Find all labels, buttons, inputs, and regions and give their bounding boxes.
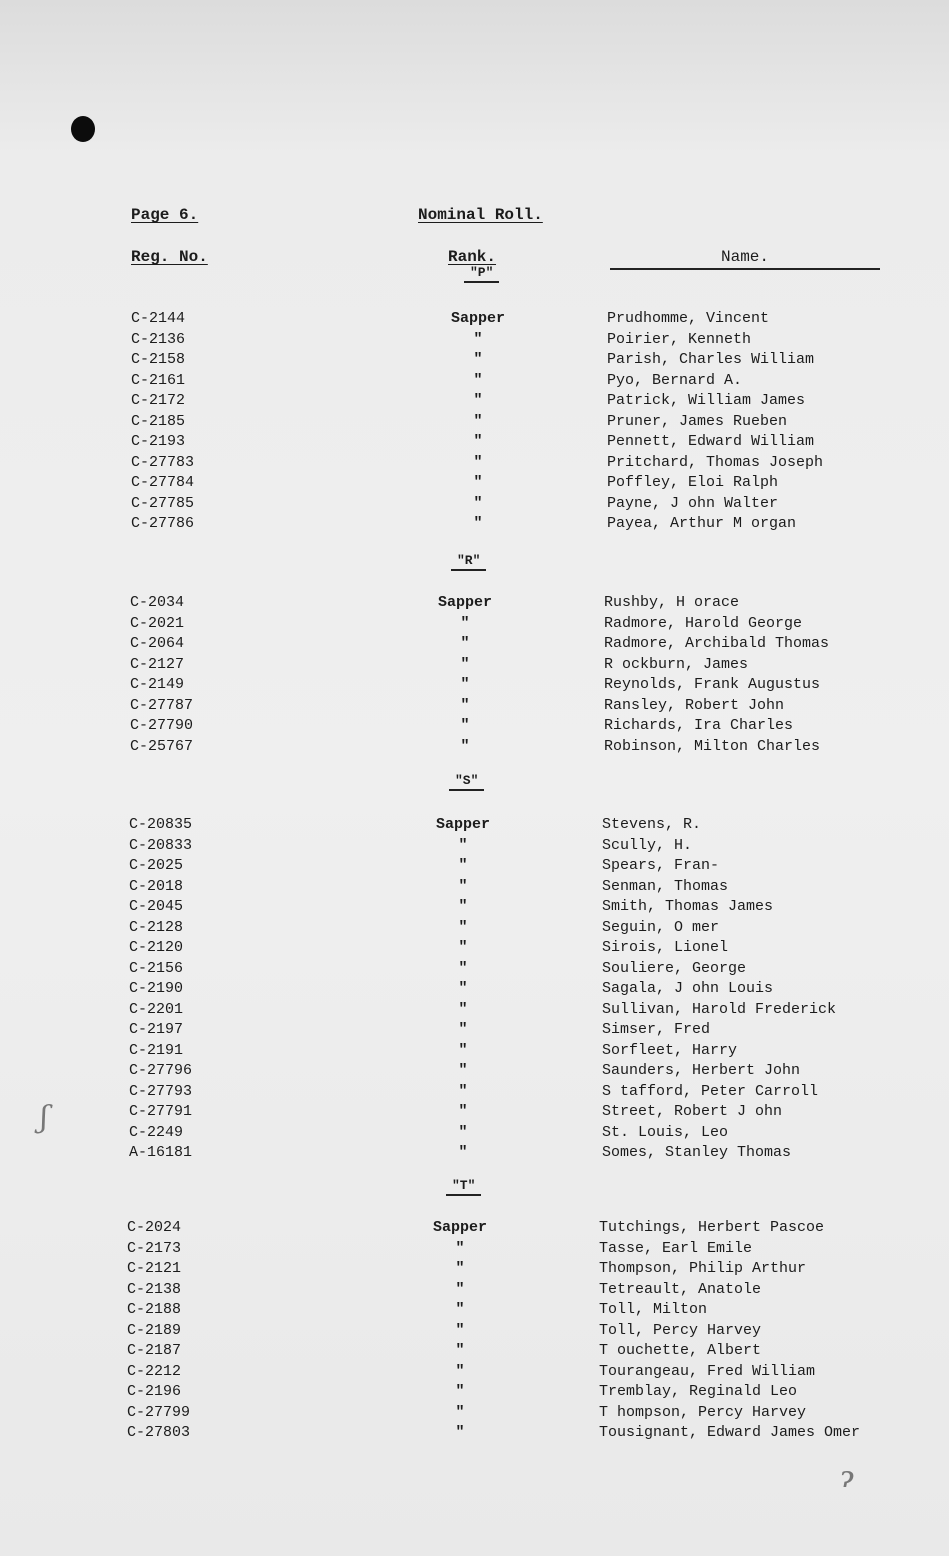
reg-no: C-27791 <box>129 1103 193 1120</box>
rank-ditto-mark: " <box>458 939 468 956</box>
soldier-name: T ouchette, Albert <box>599 1342 762 1359</box>
roll-entry <box>129 816 940 836</box>
rank-ditto-mark: " <box>473 474 483 491</box>
roll-entry <box>129 919 940 939</box>
roll-entry <box>130 615 940 635</box>
soldier-name: Pruner, James Rueben <box>607 412 788 430</box>
soldier-name: Patrick, William James <box>607 392 806 409</box>
reg-no: C-2018 <box>129 877 184 895</box>
soldier-name: Sagala, J ohn Louis <box>602 980 774 997</box>
rank-ditto-mark: " <box>455 1403 465 1421</box>
soldier-name: Pritchard, Thomas Joseph <box>607 453 824 471</box>
rank-ditto-mark: " <box>458 898 468 915</box>
roll-entry <box>131 351 940 371</box>
rank-ditto-mark: " <box>455 1424 465 1441</box>
roll-entry <box>129 1083 940 1103</box>
roll-entry <box>131 474 940 494</box>
roll-entry <box>131 413 940 433</box>
roll-entry <box>130 676 940 696</box>
reg-no: C-27786 <box>131 515 195 532</box>
rank: Sapper <box>435 816 490 833</box>
reg-no: C-2144 <box>131 310 186 327</box>
rank-ditto-mark: " <box>455 1301 465 1318</box>
reg-no: C-27803 <box>127 1424 191 1441</box>
roll-entry <box>129 837 940 857</box>
roll-entry <box>129 960 940 980</box>
soldier-name: Stevens, R. <box>602 816 702 833</box>
handwritten-mark: ʃ <box>40 1100 49 1135</box>
rank-ditto-mark: " <box>473 392 483 409</box>
reg-no: C-2120 <box>129 939 184 956</box>
soldier-name: R ockburn, James <box>604 655 749 673</box>
roll-entry <box>131 495 940 515</box>
soldier-name: Toll, Percy Harvey <box>599 1321 762 1339</box>
reg-no: A-16181 <box>129 1144 193 1161</box>
soldier-name: Sirois, Lionel <box>602 939 729 956</box>
reg-no: C-27790 <box>130 717 194 734</box>
roll-entry <box>129 939 940 959</box>
roll-entry <box>131 515 940 535</box>
reg-no: C-2191 <box>129 1041 184 1059</box>
reg-no: C-2249 <box>129 1123 184 1141</box>
reg-no: C-2127 <box>130 655 185 673</box>
rank-ditto-mark: " <box>458 1041 468 1059</box>
reg-no: C-2158 <box>131 351 186 368</box>
roll-entry <box>129 1144 940 1164</box>
soldier-name: Reynolds, Frank Augustus <box>604 676 821 693</box>
soldier-name: Senman, Thomas <box>602 877 729 895</box>
reg-no: C-2196 <box>127 1383 182 1400</box>
soldier-name: Pennett, Edward William <box>607 433 815 450</box>
rank-ditto-mark: " <box>473 494 483 512</box>
rank-ditto-mark: " <box>458 1000 468 1018</box>
reg-no: C-2187 <box>127 1342 182 1359</box>
rank-ditto-mark: " <box>458 1062 468 1079</box>
reg-no: C-25767 <box>130 737 194 755</box>
roll-entry <box>130 697 940 717</box>
roll-entry <box>130 656 940 676</box>
roll-entry <box>129 1001 940 1021</box>
roll-entry <box>130 738 940 758</box>
roll-entry <box>130 635 940 655</box>
roll-entry <box>129 878 940 898</box>
rank-ditto-mark: " <box>455 1239 465 1257</box>
soldier-name: Rushby, H orace <box>604 594 740 611</box>
reg-no: C-27793 <box>129 1082 193 1100</box>
rank-ditto-mark: " <box>458 1021 468 1038</box>
rank-ditto-mark: " <box>460 696 470 714</box>
reg-no: C-27799 <box>127 1403 191 1421</box>
rank-ditto-mark: " <box>473 371 483 389</box>
soldier-name: St. Louis, Leo <box>602 1123 729 1141</box>
roll-entry <box>129 1062 940 1082</box>
rank-ditto-mark: " <box>458 1103 468 1120</box>
roll-entry <box>129 857 940 877</box>
rank-ditto-mark: " <box>460 717 470 734</box>
rank-ditto-mark: " <box>455 1321 465 1339</box>
rank-ditto-mark: " <box>458 959 468 977</box>
handwritten-mark: ɂ <box>840 1460 854 1495</box>
reg-no: C-2138 <box>127 1280 182 1298</box>
soldier-name: Smith, Thomas James <box>602 898 774 915</box>
reg-no: C-2197 <box>129 1021 184 1038</box>
roll-entry <box>129 1021 940 1041</box>
document-title: Nominal Roll. <box>418 206 543 224</box>
soldier-name: Toll, Milton <box>599 1301 708 1318</box>
reg-no: C-2185 <box>131 412 186 430</box>
reg-no: C-2136 <box>131 330 186 348</box>
section-letter-heading: "P" <box>464 265 499 283</box>
reg-no: C-2024 <box>127 1219 182 1236</box>
rank-ditto-mark: " <box>458 1082 468 1100</box>
section-letter-heading: "R" <box>451 553 486 571</box>
roll-entry <box>131 392 940 412</box>
rank-ditto-mark: " <box>473 515 483 532</box>
roll-entry <box>129 1042 940 1062</box>
rank: Sapper <box>432 1219 487 1236</box>
rank-ditto-mark: " <box>458 857 468 874</box>
reg-no: C-2173 <box>127 1239 182 1257</box>
roll-entry <box>127 1281 940 1301</box>
roll-entry <box>131 331 940 351</box>
soldier-name: Somes, Stanley Thomas <box>602 1144 792 1161</box>
reg-no: C-27787 <box>130 696 194 714</box>
soldier-name: Sorfleet, Harry <box>602 1041 738 1059</box>
section-letter-heading: "T" <box>446 1178 481 1196</box>
rank-ditto-mark: " <box>473 453 483 471</box>
soldier-name: T hompson, Percy Harvey <box>599 1403 807 1421</box>
rank-ditto-mark: " <box>460 655 470 673</box>
column-header-name: Name. <box>610 248 880 270</box>
reg-no: C-2064 <box>130 635 185 652</box>
rank-ditto-mark: " <box>473 351 483 368</box>
roll-entry <box>127 1322 940 1342</box>
reg-no: C-2189 <box>127 1321 182 1339</box>
reg-no: C-20835 <box>129 816 193 833</box>
soldier-name: Tasse, Earl Emile <box>599 1239 753 1257</box>
rank-ditto-mark: " <box>458 918 468 936</box>
rank-ditto-mark: " <box>458 836 468 854</box>
rank-ditto-mark: " <box>455 1260 465 1277</box>
reg-no: C-2190 <box>129 980 184 997</box>
page-label: Page 6. <box>131 206 199 224</box>
reg-no: C-2128 <box>129 918 184 936</box>
column-header-rank: Rank. <box>448 248 497 266</box>
roll-entry <box>131 372 940 392</box>
roll-entry <box>127 1404 940 1424</box>
roll-entry <box>127 1363 940 1383</box>
rank-ditto-mark: " <box>458 877 468 895</box>
soldier-name: Tremblay, Reginald Leo <box>599 1383 798 1400</box>
roll-entry <box>127 1219 940 1239</box>
reg-no: C-2188 <box>127 1301 182 1318</box>
soldier-name: Richards, Ira Charles <box>604 717 794 734</box>
soldier-name: Sullivan, Harold Frederick <box>602 1000 837 1018</box>
reg-no: C-2149 <box>130 676 185 693</box>
rank-ditto-mark: " <box>460 614 470 632</box>
roll-entry <box>127 1301 940 1321</box>
rank-ditto-mark: " <box>455 1362 465 1380</box>
reg-no: C-20833 <box>129 836 193 854</box>
roll-entry <box>131 433 940 453</box>
reg-no: C-27785 <box>131 494 195 512</box>
soldier-name: Tourangeau, Fred William <box>599 1362 816 1380</box>
rank-ditto-mark: " <box>473 412 483 430</box>
reg-no: C-2201 <box>129 1000 184 1018</box>
soldier-name: Saunders, Herbert John <box>602 1062 801 1079</box>
reg-no: C-2212 <box>127 1362 182 1380</box>
soldier-name: Prudhomme, Vincent <box>607 310 770 327</box>
reg-no: C-2034 <box>130 594 185 611</box>
soldier-name: Tutchings, Herbert Pascoe <box>599 1219 825 1236</box>
reg-no: C-2172 <box>131 392 186 409</box>
reg-no: C-2121 <box>127 1260 182 1277</box>
rank-ditto-mark: " <box>460 676 470 693</box>
roll-entry <box>130 717 940 737</box>
soldier-name: Simser, Fred <box>602 1021 711 1038</box>
rank: Sapper <box>450 310 505 327</box>
soldier-name: Thompson, Philip Arthur <box>599 1260 807 1277</box>
rank-ditto-mark: " <box>458 1123 468 1141</box>
rank: Sapper <box>437 594 492 611</box>
roll-entry <box>127 1424 940 1444</box>
soldier-name: S tafford, Peter Carroll <box>602 1082 819 1100</box>
soldier-name: Ransley, Robert John <box>604 696 785 714</box>
roll-entry <box>131 310 940 330</box>
reg-no: C-2156 <box>129 959 184 977</box>
rank-ditto-mark: " <box>458 1144 468 1161</box>
roll-entry <box>130 594 940 614</box>
reg-no: C-2161 <box>131 371 186 389</box>
reg-no: C-2021 <box>130 614 185 632</box>
reg-no: C-2045 <box>129 898 184 915</box>
roll-entry <box>129 898 940 918</box>
rank-ditto-mark: " <box>455 1342 465 1359</box>
roll-entry <box>127 1240 940 1260</box>
section-letter-heading: "S" <box>449 773 484 791</box>
reg-no: C-2025 <box>129 857 184 874</box>
soldier-name: Radmore, Archibald Thomas <box>604 635 830 652</box>
soldier-name: Spears, Fran- <box>602 857 720 874</box>
roll-entry <box>129 980 940 1000</box>
reg-no: C-27796 <box>129 1062 193 1079</box>
reg-no: C-27783 <box>131 453 195 471</box>
rank-ditto-mark: " <box>455 1383 465 1400</box>
soldier-name: Poffley, Eloi Ralph <box>607 474 779 491</box>
column-header-reg-no: Reg. No. <box>131 248 208 266</box>
soldier-name: Pyo, Bernard A. <box>607 371 743 389</box>
rank-ditto-mark: " <box>460 635 470 652</box>
rank-ditto-mark: " <box>458 980 468 997</box>
soldier-name: Tousignant, Edward James Omer <box>599 1424 861 1441</box>
rank-ditto-mark: " <box>473 330 483 348</box>
soldier-name: Street, Robert J ohn <box>602 1103 783 1120</box>
roll-entry <box>127 1383 940 1403</box>
rank-ditto-mark: " <box>460 737 470 755</box>
reg-no: C-2193 <box>131 433 186 450</box>
soldier-name: Tetreault, Anatole <box>599 1280 762 1298</box>
soldier-name: Scully, H. <box>602 836 693 854</box>
roll-entry <box>129 1124 940 1144</box>
roll-entry <box>129 1103 940 1123</box>
soldier-name: Payea, Arthur M organ <box>607 515 797 532</box>
soldier-name: Radmore, Harold George <box>604 614 803 632</box>
roll-entry <box>127 1260 940 1280</box>
roll-entry <box>131 454 940 474</box>
roll-entry <box>127 1342 940 1362</box>
reg-no: C-27784 <box>131 474 195 491</box>
rank-ditto-mark: " <box>455 1280 465 1298</box>
soldier-name: Parish, Charles William <box>607 351 815 368</box>
soldier-name: Poirier, Kenneth <box>607 330 752 348</box>
soldier-name: Seguin, O mer <box>602 918 720 936</box>
punch-hole <box>71 116 95 142</box>
soldier-name: Robinson, Milton Charles <box>604 737 821 755</box>
soldier-name: Payne, J ohn Walter <box>607 494 779 512</box>
rank-ditto-mark: " <box>473 433 483 450</box>
soldier-name: Souliere, George <box>602 959 747 977</box>
